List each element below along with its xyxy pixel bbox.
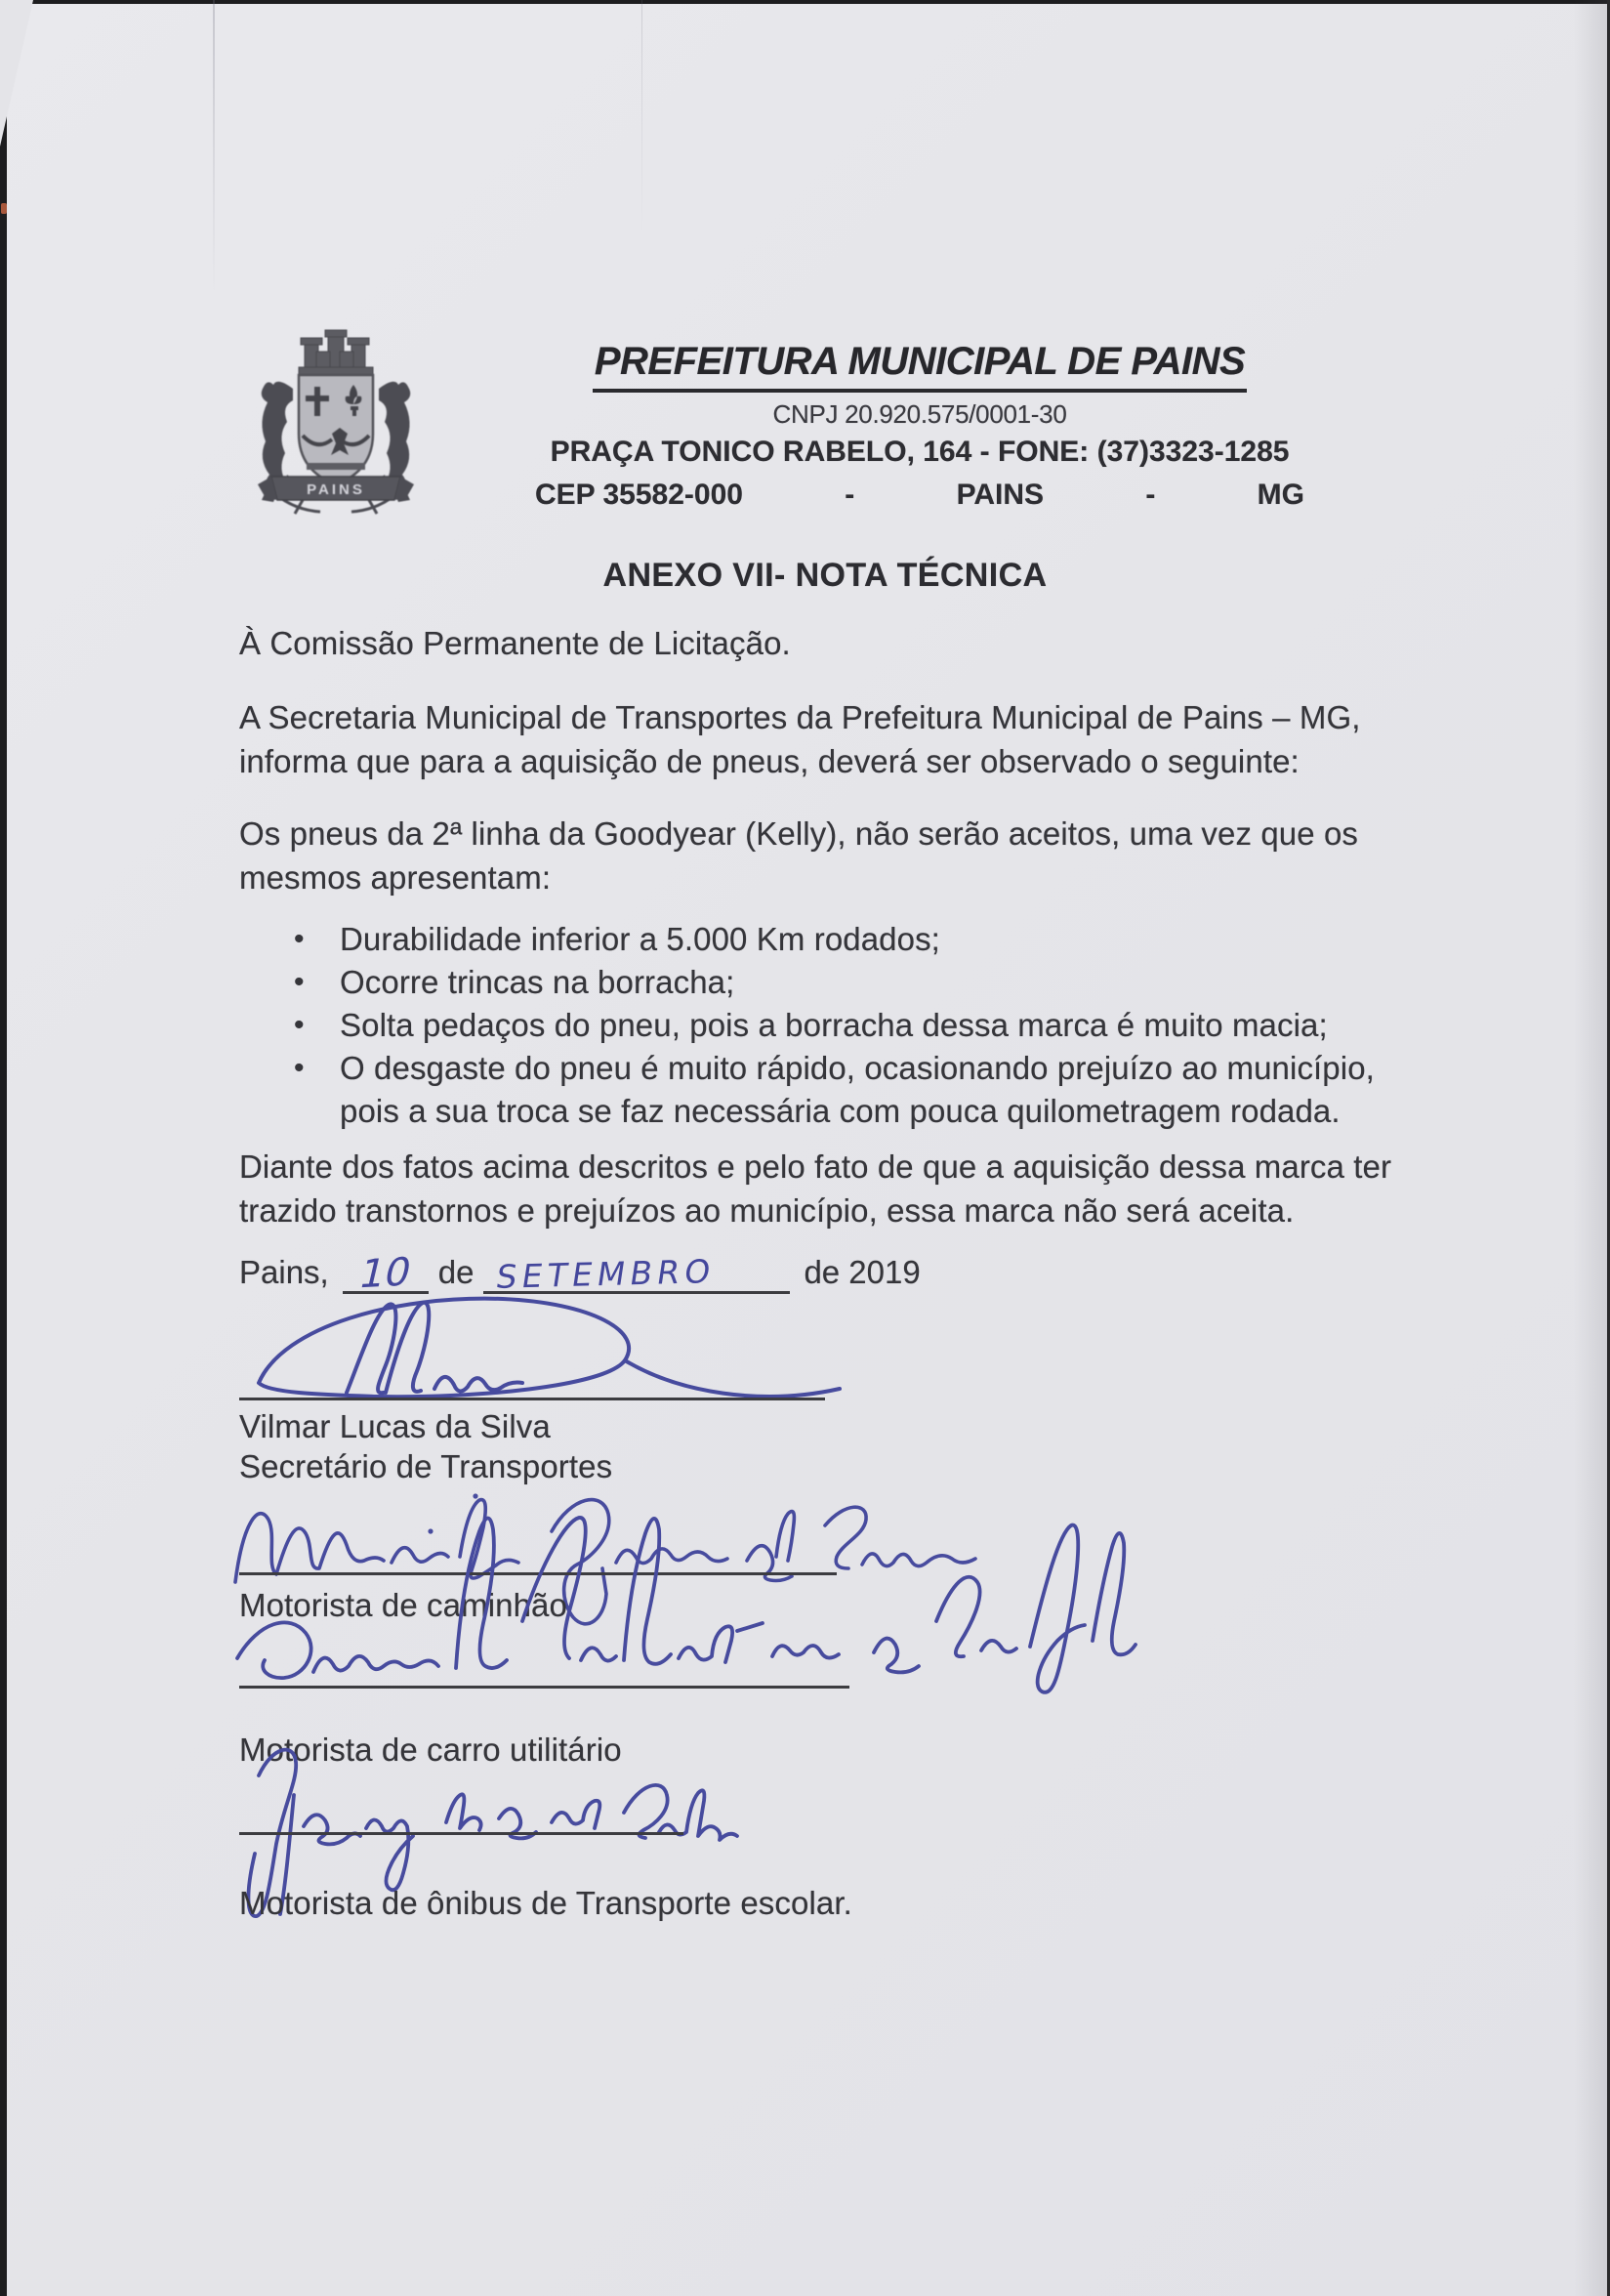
address-line: PRAÇA TONICO RABELO, 164 - FONE: (37)3323-1285 bbox=[550, 436, 1290, 468]
date-suffix: de 2019 bbox=[804, 1254, 921, 1290]
date-connector: de bbox=[437, 1254, 475, 1290]
cnpj-line: CNPJ 20.920.575/0001-30 bbox=[772, 399, 1067, 429]
closing-paragraph: Diante dos fatos acima descritos e pelo fato de que a aquisição dessa marca ter trazido transtornos e prejuízos ao município, essa marca não será aceita. bbox=[239, 1148, 1392, 1229]
municipal-crest-icon bbox=[244, 328, 428, 518]
bullet-icon: • bbox=[294, 923, 305, 955]
signer-name: Vilmar Lucas da Silva bbox=[239, 1408, 551, 1444]
paper-crease bbox=[213, 0, 215, 293]
paragraph: Os pneus da 2ª linha da Goodyear (Kelly), não serão aceitos, uma vez que os mesmos apresentam: bbox=[239, 815, 1359, 896]
list-item: • Durabilidade inferior a 5.000 Km rodados; bbox=[239, 918, 1415, 961]
list-item: • O desgaste do pneu é muito rápido, ocasionando prejuízo ao município, pois a sua troca se faz necessária com pouca quilometragem rodada. bbox=[239, 1047, 1415, 1133]
state-abbr: MG bbox=[1257, 479, 1304, 511]
signature-secretary bbox=[229, 1287, 854, 1424]
separator-dash: - bbox=[1145, 479, 1156, 511]
signature-line bbox=[239, 1832, 683, 1835]
signature-utility-car-driver bbox=[229, 1504, 1157, 1709]
signer-role: Secretário de Transportes bbox=[239, 1448, 613, 1484]
organization-name: PREFEITURA MUNICIPAL DE PAINS bbox=[593, 340, 1247, 393]
salutation: À Comissão Permanente de Licitação. bbox=[239, 625, 791, 661]
cep-city-state-row bbox=[535, 479, 1304, 512]
cep-value: CEP 35582-000 bbox=[535, 479, 743, 511]
signature-line bbox=[239, 1398, 825, 1400]
list-item: • Ocorre trincas na borracha; bbox=[239, 961, 1415, 1004]
paragraph: A Secretaria Municipal de Transportes da Prefeitura Municipal de Pains – MG, informa que para a aquisição de pneus, deverá ser observado o seguinte: bbox=[239, 699, 1361, 779]
city-name: PAINS bbox=[956, 479, 1045, 511]
scan-edge-top bbox=[0, 0, 1610, 4]
signer-role: Motorista de carro utilitário bbox=[239, 1732, 622, 1768]
scan-speck bbox=[1, 203, 7, 214]
date-prefix: Pains, bbox=[239, 1254, 329, 1290]
separator-dash: - bbox=[845, 479, 855, 511]
signature-line bbox=[239, 1686, 849, 1689]
bullet-icon: • bbox=[294, 1009, 305, 1041]
crest-banner-text: PAINS bbox=[307, 481, 365, 498]
bullet-icon: • bbox=[294, 966, 305, 998]
paper-corner-fold bbox=[0, 0, 33, 146]
document-title: ANEXO VII- NOTA TÉCNICA bbox=[602, 557, 1048, 594]
scan-shadow bbox=[1574, 0, 1607, 2296]
signer-role: Motorista de ônibus de Transporte escolar. bbox=[239, 1885, 852, 1921]
handwritten-month: SETEMBRO bbox=[494, 1252, 719, 1296]
scan-edge-left bbox=[0, 0, 7, 2296]
letterhead bbox=[535, 340, 1304, 512]
list-item: • Solta pedaços do pneu, pois a borracha dessa marca é muito macia; bbox=[239, 1004, 1415, 1047]
bullet-list bbox=[239, 918, 1415, 1133]
paper-crease bbox=[641, 0, 642, 234]
handwritten-day: 10 bbox=[354, 1249, 416, 1298]
bullet-icon: • bbox=[294, 1052, 305, 1084]
signer-role: Motorista de caminhão bbox=[239, 1587, 567, 1623]
